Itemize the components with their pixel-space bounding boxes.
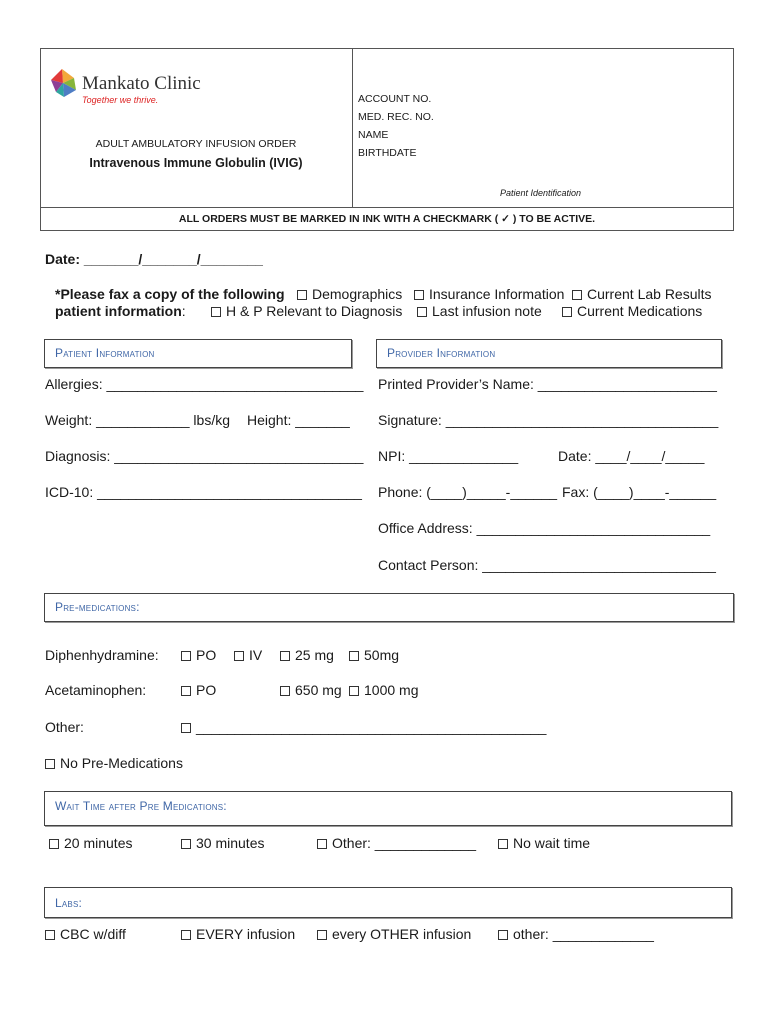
checkbox-icon[interactable] bbox=[317, 930, 327, 940]
icd10-field[interactable]: ICD-10: __________________________________ bbox=[45, 484, 362, 500]
checkbox-icon[interactable] bbox=[414, 290, 424, 300]
fax-label-line1: *Please fax a copy of the following bbox=[55, 286, 285, 302]
checkbox-icon[interactable] bbox=[49, 839, 59, 849]
acetaminophen-1000mg[interactable]: 1000 mg bbox=[349, 682, 418, 698]
logo-tagline: Together we thrive. bbox=[82, 95, 159, 105]
diphenhydramine-25mg[interactable]: 25 mg bbox=[280, 647, 334, 663]
provider-name-field[interactable]: Printed Provider’s Name: _______________________ bbox=[378, 376, 717, 392]
diphenhydramine-50mg[interactable]: 50mg bbox=[349, 647, 399, 663]
wait-30-minutes[interactable]: 30 minutes bbox=[181, 835, 264, 851]
other-premed-field[interactable]: _____________________________________________ bbox=[181, 719, 546, 735]
checkbox-icon[interactable] bbox=[572, 290, 582, 300]
checkbox-icon[interactable] bbox=[317, 839, 327, 849]
fax-label-colon: : bbox=[181, 303, 186, 319]
med-rec-no-label: MED. REC. NO. bbox=[358, 111, 434, 123]
checkmark-banner: ALL ORDERS MUST BE MARKED IN INK WITH A CHECKMARK ( ✓ ) TO BE ACTIVE. bbox=[40, 207, 734, 231]
wait-none[interactable]: No wait time bbox=[498, 835, 590, 851]
checkbox-icon[interactable] bbox=[562, 307, 572, 317]
diagnosis-field[interactable]: Diagnosis: ________________________________ bbox=[45, 448, 364, 464]
logo-name: Mankato Clinic bbox=[82, 73, 201, 94]
labs-heading: Labs: bbox=[44, 887, 732, 918]
office-address-field[interactable]: Office Address: ______________________________ bbox=[378, 520, 711, 536]
fax-label-line2 bbox=[55, 303, 186, 319]
contact-person-field[interactable]: Contact Person: ______________________________ bbox=[378, 557, 716, 573]
wait-other[interactable]: Other: _____________ bbox=[317, 835, 476, 851]
labs-cbc[interactable]: CBC w/diff bbox=[45, 926, 126, 942]
diphenhydramine-label: Diphenhydramine: bbox=[45, 647, 159, 663]
checkbox-icon[interactable] bbox=[349, 651, 359, 661]
checkbox-icon[interactable] bbox=[234, 651, 244, 661]
checkbox-icon[interactable] bbox=[181, 930, 191, 940]
fax-option-insurance[interactable]: Insurance Information bbox=[414, 286, 564, 302]
checkbox-icon[interactable] bbox=[280, 651, 290, 661]
checkbox-icon[interactable] bbox=[211, 307, 221, 317]
checkbox-icon[interactable] bbox=[280, 686, 290, 696]
form-title: Intravenous Immune Globulin (IVIG) bbox=[89, 156, 303, 170]
acetaminophen-label: Acetaminophen: bbox=[45, 682, 147, 698]
acetaminophen-po[interactable]: PO bbox=[181, 682, 216, 698]
diphenhydramine-po[interactable]: PO bbox=[181, 647, 216, 663]
checkbox-icon[interactable] bbox=[297, 290, 307, 300]
fax-label-text: patient information bbox=[55, 303, 182, 319]
birthdate-label: BIRTHDATE bbox=[358, 147, 417, 159]
header-box bbox=[40, 48, 734, 208]
checkbox-icon[interactable] bbox=[498, 839, 508, 849]
npi-field[interactable]: NPI: ______________ bbox=[378, 448, 519, 464]
weight-field[interactable]: Weight: ____________ lbs/kg bbox=[45, 412, 230, 428]
wait-20-minutes[interactable]: 20 minutes bbox=[49, 835, 132, 851]
allergies-field[interactable]: Allergies: _________________________________ bbox=[45, 376, 364, 392]
checkbox-icon[interactable] bbox=[349, 686, 359, 696]
checkbox-icon[interactable] bbox=[417, 307, 427, 317]
checkbox-icon[interactable] bbox=[45, 930, 55, 940]
mankato-logo-icon bbox=[50, 68, 78, 98]
checkbox-icon[interactable] bbox=[181, 839, 191, 849]
provider-information-heading: Provider Information bbox=[376, 339, 722, 368]
provider-date-field[interactable]: Date: ____/____/_____ bbox=[558, 448, 705, 464]
fax-option-h-and-p[interactable]: H & P Relevant to Diagnosis bbox=[211, 303, 402, 319]
name-label: NAME bbox=[358, 129, 389, 141]
phone-field[interactable]: Phone: (____)_____-______ bbox=[378, 484, 558, 500]
date-line[interactable]: Date: _______/_______/________ bbox=[45, 251, 263, 267]
patient-information-heading: Patient Information bbox=[44, 339, 352, 368]
labs-other[interactable]: other: _____________ bbox=[498, 926, 654, 942]
height-field[interactable]: Height: _______ bbox=[247, 412, 350, 428]
diphenhydramine-iv[interactable]: IV bbox=[234, 647, 262, 663]
form-type: ADULT AMBULATORY INFUSION ORDER bbox=[95, 138, 297, 150]
acetaminophen-650mg[interactable]: 650 mg bbox=[280, 682, 342, 698]
labs-every-other-infusion[interactable]: every OTHER infusion bbox=[317, 926, 471, 942]
labs-every-infusion[interactable]: EVERY infusion bbox=[181, 926, 295, 942]
header-divider bbox=[352, 48, 353, 208]
checkbox-icon[interactable] bbox=[181, 686, 191, 696]
checkbox-icon[interactable] bbox=[181, 651, 191, 661]
checkbox-icon[interactable] bbox=[181, 723, 191, 733]
fax-number-field[interactable]: Fax: (____)____-______ bbox=[562, 484, 717, 500]
account-no-label: ACCOUNT NO. bbox=[358, 93, 432, 105]
checkbox-icon[interactable] bbox=[45, 759, 55, 769]
other-premed-label: Other: bbox=[45, 719, 84, 735]
fax-option-current-meds[interactable]: Current Medications bbox=[562, 303, 702, 319]
wait-time-heading: Wait Time after Pre Medications: bbox=[44, 791, 732, 826]
patient-identification-caption: Patient Identification bbox=[500, 188, 582, 198]
fax-option-demographics[interactable]: Demographics bbox=[297, 286, 402, 302]
no-premedications-option[interactable]: No Pre-Medications bbox=[45, 755, 183, 771]
fax-option-last-infusion[interactable]: Last infusion note bbox=[417, 303, 542, 319]
fax-option-labs[interactable]: Current Lab Results bbox=[572, 286, 712, 302]
premedications-heading: Pre-medications: bbox=[44, 593, 734, 622]
signature-field[interactable]: Signature: ___________________________________ bbox=[378, 412, 719, 428]
checkbox-icon[interactable] bbox=[498, 930, 508, 940]
